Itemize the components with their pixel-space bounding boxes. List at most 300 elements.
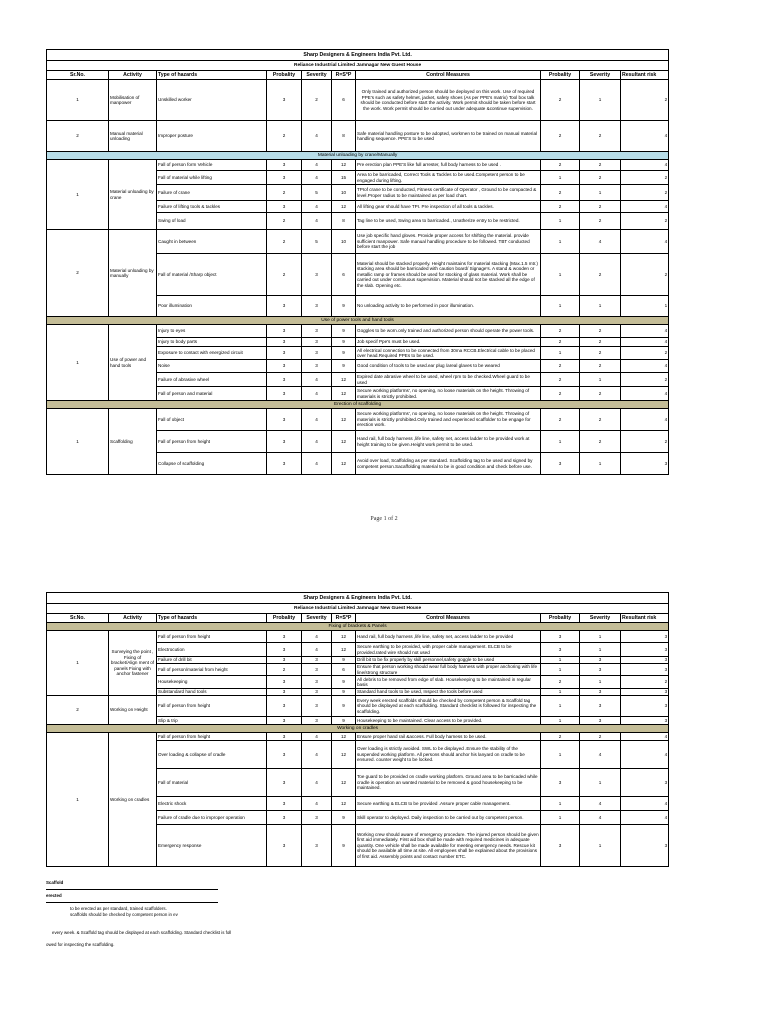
cell-resultant-risk: 3 <box>621 631 669 643</box>
cell-probability-2: 1 <box>541 664 580 676</box>
risk-assessment-sheet-1 <box>46 49 668 475</box>
cell-hazard: Failure of abrasive wheel <box>157 373 267 387</box>
note-line: scaffolds should be checked by competent person in ev <box>70 912 178 917</box>
table-row <box>47 230 669 254</box>
cell-severity-2: 4 <box>580 741 621 769</box>
cell-activity: Material unloading by manually <box>109 230 157 317</box>
cell-severity-2: 1 <box>580 631 621 643</box>
cell-severity-2: 1 <box>580 825 621 867</box>
cell-risk: 9 <box>332 696 356 717</box>
table-row <box>47 80 669 121</box>
cell-activity: Working on cradles <box>109 733 157 867</box>
cell-probability: 3 <box>267 453 302 475</box>
cell-resultant-risk: 4 <box>621 121 669 152</box>
section-row <box>47 725 669 733</box>
cell-severity: 4 <box>302 453 332 475</box>
cell-resultant-risk: 3 <box>621 769 669 797</box>
cell-probability-2: 2 <box>541 676 580 689</box>
cell-probability: 3 <box>267 409 302 431</box>
cell-severity-2: 4 <box>580 811 621 825</box>
cell-severity-2: 3 <box>580 696 621 717</box>
cell-resultant-risk: 4 <box>621 811 669 825</box>
cell-probability: 3 <box>267 741 302 769</box>
cell-severity: 3 <box>302 825 332 867</box>
cell-resultant-risk: 2 <box>621 676 669 689</box>
cell-risk: 12 <box>332 797 356 811</box>
cell-resultant-risk: 3 <box>621 453 669 475</box>
cell-hazard: Fall of material /Sharp object <box>157 254 267 296</box>
cell-severity-2: 1 <box>580 643 621 657</box>
cell-hazard: Fall of person from height <box>157 631 267 643</box>
cell-hazard: Failure of crane <box>157 185 267 201</box>
header-control: Control Measures <box>356 71 541 80</box>
cell-hazard: Slip & trip <box>157 717 267 725</box>
cell-severity: 4 <box>302 373 332 387</box>
cell-control: Area to be barricaded, Correct Tools & Tackles to be used.Competent person to be engaged during lifting. <box>356 171 541 185</box>
cell-severity: 3 <box>302 664 332 676</box>
cell-srno: 2 <box>47 121 109 152</box>
cell-hazard: Fall of person/material from height <box>157 664 267 676</box>
cell-probability: 3 <box>267 387 302 401</box>
cell-risk: 9 <box>332 811 356 825</box>
cell-probability-2: 1 <box>541 811 580 825</box>
cell-hazard: Swing of load <box>157 213 267 230</box>
header-activity: Activity <box>109 71 157 80</box>
cell-severity-2: 2 <box>580 160 621 171</box>
section-row <box>47 401 669 409</box>
cell-resultant-risk: 4 <box>621 325 669 338</box>
cell-hazard: Substandard hand tools <box>157 689 267 696</box>
cell-risk: 9 <box>332 338 356 347</box>
project-title: Reliance Industrial Limited Jamnagar New Guest House <box>47 604 669 614</box>
header-hazard: Type of hazards <box>157 614 267 623</box>
cell-probability: 3 <box>267 717 302 725</box>
cell-probability: 3 <box>267 338 302 347</box>
cell-hazard: Electric shock <box>157 797 267 811</box>
cell-resultant-risk: 4 <box>621 338 669 347</box>
cell-severity: 4 <box>302 213 332 230</box>
cell-probability: 3 <box>267 171 302 185</box>
cell-risk: 6 <box>332 80 356 121</box>
cell-risk: 9 <box>332 657 356 664</box>
cell-severity: 3 <box>302 254 332 296</box>
cell-activity: Scaffolding <box>109 409 157 475</box>
cell-severity: 4 <box>302 797 332 811</box>
section-title: Working on cradles <box>47 725 669 733</box>
cell-control: Goggles to be worn.only trained and authorized person should operate the power tools. <box>356 325 541 338</box>
header-severity: Severity <box>302 614 332 623</box>
cell-probability-2: 2 <box>541 121 580 152</box>
cell-srno: 2 <box>47 230 109 317</box>
cell-control: Skill operator to deployed. Daily inspection to be carried out by competent person. <box>356 811 541 825</box>
cell-risk: 9 <box>332 676 356 689</box>
cell-probability-2: 2 <box>541 360 580 373</box>
header-risk: R=S*P <box>332 614 356 623</box>
header-probability-2: Probality <box>541 614 580 623</box>
cell-risk: 10 <box>332 185 356 201</box>
cell-hazard: Exposure to contact with energized circuit <box>157 347 267 360</box>
cell-hazard: Failure of cradle due to improper operation <box>157 811 267 825</box>
cell-severity-2: 3 <box>580 689 621 696</box>
cell-probability-2: 1 <box>541 171 580 185</box>
cell-risk: 12 <box>332 769 356 797</box>
cell-severity-2: 1 <box>580 80 621 121</box>
cell-resultant-risk: 2 <box>621 254 669 296</box>
cell-probability-2: 2 <box>541 387 580 401</box>
cell-control: Pre erection plan PPE'S like full arrester, full body harness to be used . <box>356 160 541 171</box>
cell-probability-2: 3 <box>541 453 580 475</box>
cell-control: Toe guard to be provided on cradle working platform. Ground area to be barricaded while cradle is operation an wanted material to be removed & good housekeeping to be maintained. <box>356 769 541 797</box>
cell-control: Every week erected scaffolds should be checked by competent person & Scaffold tag should be displayed at each scaffolding. Standard checklist is followed for inspecting the scaffolding. <box>356 696 541 717</box>
cell-severity: 5 <box>302 185 332 201</box>
header-resultant-risk: Resultant risk <box>621 71 669 80</box>
cell-control: Avoid over load, Scaffolding as per standard. Scaffolding tag to be used and signed by competent person.Sacaffolding material to be in good condition and check before use. <box>356 453 541 475</box>
cell-probability: 3 <box>267 80 302 121</box>
cell-risk: 12 <box>332 160 356 171</box>
cell-severity-2: 3 <box>580 664 621 676</box>
cell-risk: 12 <box>332 387 356 401</box>
cell-probability-2: 2 <box>541 160 580 171</box>
cell-control: Over loading is strictly avoided. SWL to be displayed .Ensure the stability of the suspended working platform. All persons should anchor his lanyard on cradle to be ensured. counter weight to be locked. <box>356 741 541 769</box>
cell-severity-2: 1 <box>580 185 621 201</box>
cell-probability-2: 3 <box>541 643 580 657</box>
table-row <box>47 325 669 338</box>
cell-resultant-risk: 3 <box>621 825 669 867</box>
cell-severity: 5 <box>302 230 332 254</box>
cell-severity-2: 1 <box>580 373 621 387</box>
cell-severity: 3 <box>302 360 332 373</box>
cell-resultant-risk: 3 <box>621 717 669 725</box>
cell-resultant-risk: 4 <box>621 797 669 811</box>
cell-resultant-risk: 4 <box>621 201 669 213</box>
cell-control: Use job specific hand gloves. Provide proper access for shifting the material. provide sufficient manpower. Safe manual handling procedure to be followed. TBT conducted before start the job <box>356 230 541 254</box>
section-title: Use of power tools and hand tools <box>47 317 669 325</box>
cell-severity-2: 2 <box>580 201 621 213</box>
cell-hazard: Injury to body parts <box>157 338 267 347</box>
cell-severity: 3 <box>302 657 332 664</box>
header-hazard: Type of hazards <box>157 71 267 80</box>
cell-probability-2: 3 <box>541 631 580 643</box>
cell-hazard: Collapse of scaffolding <box>157 453 267 475</box>
cell-control: Hand rail, full body harness ,life line, safety net, access ladder to be provided work at height training to be given.Height work permit to be used. <box>356 431 541 453</box>
cell-probability: 3 <box>267 733 302 741</box>
cell-probability-2: 1 <box>541 254 580 296</box>
cell-probability-2: 1 <box>541 657 580 664</box>
cell-risk: 9 <box>332 689 356 696</box>
cell-hazard: Fall of object <box>157 409 267 431</box>
cell-severity: 4 <box>302 431 332 453</box>
cell-resultant-risk: 2 <box>621 431 669 453</box>
cell-srno: 2 <box>47 696 109 725</box>
cell-risk: 12 <box>332 373 356 387</box>
cell-probability: 3 <box>267 811 302 825</box>
cell-probability-2: 2 <box>541 80 580 121</box>
cell-severity-2: 3 <box>580 717 621 725</box>
section-row <box>47 623 669 631</box>
cell-srno: 1 <box>47 80 109 121</box>
cell-probability-2: 1 <box>541 797 580 811</box>
cell-severity: 3 <box>302 296 332 317</box>
cell-resultant-risk: 2 <box>621 347 669 360</box>
cell-control: Safe material handling posture to be adopted, workmen to be trained on manual material handling sequence. PPE'S to be used <box>356 121 541 152</box>
cell-control: Standard hand tools to be used, Inspect the tools before used <box>356 689 541 696</box>
cell-severity-2: 2 <box>580 387 621 401</box>
cell-probability: 2 <box>267 664 302 676</box>
cell-severity-2: 2 <box>580 325 621 338</box>
table-row <box>47 631 669 643</box>
cell-control: Hand rail, full body harness ,life line, safety net, access ladder to be provided <box>356 631 541 643</box>
cell-probability-2: 1 <box>541 213 580 230</box>
cell-probability-2: 2 <box>541 185 580 201</box>
cell-hazard: Fall of person from height <box>157 431 267 453</box>
header-probability-2: Probality <box>541 71 580 80</box>
cell-risk: 12 <box>332 741 356 769</box>
cell-resultant-risk: 4 <box>621 160 669 171</box>
section-row <box>47 152 669 160</box>
cell-probability: 3 <box>267 643 302 657</box>
cell-severity-2: 2 <box>580 121 621 152</box>
cell-severity: 4 <box>302 121 332 152</box>
cell-resultant-risk: 2 <box>621 80 669 121</box>
cell-risk: 12 <box>332 733 356 741</box>
table-row <box>47 121 669 152</box>
cell-probability: 3 <box>267 769 302 797</box>
section-title: Erection of scaffolding <box>47 401 669 409</box>
cell-activity: Use of power and hand tools <box>109 325 157 401</box>
cell-severity-2: 2 <box>580 409 621 431</box>
cell-srno: 1 <box>47 160 109 230</box>
cell-resultant-risk: 4 <box>621 360 669 373</box>
cell-hazard: Fall of material <box>157 769 267 797</box>
risk-assessment-sheet-2 <box>46 592 668 867</box>
cell-severity: 4 <box>302 409 332 431</box>
cell-severity: 3 <box>302 338 332 347</box>
cell-severity: 3 <box>302 696 332 717</box>
note-erected: erected <box>46 893 62 898</box>
cell-severity: 4 <box>302 160 332 171</box>
cell-risk: 9 <box>332 296 356 317</box>
cell-severity: 4 <box>302 387 332 401</box>
header-control: Control Measures <box>356 614 541 623</box>
cell-hazard: Improper posture <box>157 121 267 152</box>
cell-probability-2: 1 <box>541 347 580 360</box>
cell-hazard: Electrocution <box>157 643 267 657</box>
cell-probability-2: 1 <box>541 230 580 254</box>
cell-hazard: Injury to eyes <box>157 325 267 338</box>
header-resultant-risk: Resultant risk <box>621 614 669 623</box>
cell-risk: 15 <box>332 171 356 185</box>
table-row <box>47 696 669 717</box>
cell-control: TPIof crane to be conducted, Fitness certificate of Operator , Ground to be compacted & level.Proper radius to be maintained as per load chart. <box>356 185 541 201</box>
cell-activity: Manual material unloading <box>109 121 157 152</box>
cell-severity-2: 2 <box>580 171 621 185</box>
cell-resultant-risk: 2 <box>621 171 669 185</box>
cell-severity-2: 1 <box>580 676 621 689</box>
cell-probability: 3 <box>267 631 302 643</box>
cell-hazard: Fall of person from height <box>157 733 267 741</box>
cell-probability: 3 <box>267 689 302 696</box>
cell-control: Only trained and authorized person should be deployed on this work. Use of required PPE's such as safety helmet, jacket, safety shoes (As per PPE's matrix) Tool box talk should be conducted before start the activity. Work permit should be taken before start the work. Work permit should be carried out under adequate &continue supervision. <box>356 80 541 121</box>
cell-control: All lifting gear should have TPI. Pre inspection of all tools & tackles. <box>356 201 541 213</box>
cell-resultant-risk: 1 <box>621 296 669 317</box>
cell-probability-2: 2 <box>541 338 580 347</box>
cell-risk: 9 <box>332 717 356 725</box>
cell-resultant-risk: 3 <box>621 643 669 657</box>
page-number: Page 1 of 2 <box>370 516 398 522</box>
header-srno: Sr.No. <box>47 614 109 623</box>
cell-hazard: Caught in between <box>157 230 267 254</box>
cell-probability-2: 1 <box>541 696 580 717</box>
cell-activity: Working on Height <box>109 696 157 725</box>
header-probability: Probality <box>267 71 302 80</box>
cell-severity-2: 2 <box>580 213 621 230</box>
cell-severity-2: 4 <box>580 230 621 254</box>
cell-probability: 3 <box>267 201 302 213</box>
column-header-row <box>47 71 669 80</box>
cell-control: Drill bit to be fix properly by skill personnel,safety goggle to be used <box>356 657 541 664</box>
cell-severity-2: 4 <box>580 797 621 811</box>
cell-srno: 1 <box>47 409 109 475</box>
cell-hazard: Emergency response <box>157 825 267 867</box>
cell-probability-2: 2 <box>541 201 580 213</box>
cell-resultant-risk: 2 <box>621 373 669 387</box>
cell-control: Secure earthing to be provided, with proper cable management. ELCB to be provided.rated wire should not used <box>356 643 541 657</box>
cell-resultant-risk: 2 <box>621 185 669 201</box>
cell-probability: 3 <box>267 676 302 689</box>
cell-severity: 3 <box>302 717 332 725</box>
cell-severity-2: 2 <box>580 347 621 360</box>
cell-srno: 1 <box>47 733 109 867</box>
cell-probability: 3 <box>267 431 302 453</box>
cell-probability-2: 1 <box>541 741 580 769</box>
cell-risk: 12 <box>332 201 356 213</box>
cell-severity: 4 <box>302 741 332 769</box>
cell-probability-2: 1 <box>541 689 580 696</box>
cell-risk: 12 <box>332 453 356 475</box>
cell-control: Material should be stacked properly. Height maintains for material stacking (Max.1.5 mtr.) stacking area should be barricaded with caution board/ Signage's. A stand & wooden or metallic ramp or frames should be used for stocking of glass material. Work shall be carried out under continuous supervision. Material should not be stacked all the edge of the slab. Opening etc. <box>356 254 541 296</box>
cell-hazard: Failure of lifting tools & tackles <box>157 201 267 213</box>
cell-hazard: Over loading & collapse of cradle <box>157 741 267 769</box>
header-severity: Severity <box>302 71 332 80</box>
cell-control: All electrical connection to be connected from 30ma RCCB.Electrical cable to be placed over head.Required PPEs to be used. <box>356 347 541 360</box>
cell-activity: Material unloading by crane <box>109 160 157 230</box>
cell-hazard: Noise <box>157 360 267 373</box>
cell-severity: 3 <box>302 811 332 825</box>
cell-risk: 6 <box>332 254 356 296</box>
note-divider <box>46 902 218 903</box>
cell-resultant-risk: 4 <box>621 387 669 401</box>
cell-severity-2: 1 <box>580 769 621 797</box>
header-srno: Sr.No. <box>47 71 109 80</box>
cell-severity-2: 1 <box>580 453 621 475</box>
cell-hazard: Unskilled worker <box>157 80 267 121</box>
cell-severity-2: 2 <box>580 338 621 347</box>
header-activity: Activity <box>109 614 157 623</box>
cell-probability: 2 <box>267 185 302 201</box>
cell-hazard: Fall of person and material <box>157 387 267 401</box>
cell-risk: 6 <box>332 664 356 676</box>
section-title: Material unloading by crane/Manually <box>47 152 669 160</box>
note-scaffold: Scaffold <box>46 880 64 885</box>
cell-severity: 3 <box>302 676 332 689</box>
cell-severity-2: 3 <box>580 657 621 664</box>
cell-resultant-risk: 4 <box>621 741 669 769</box>
cell-probability-2: 3 <box>541 825 580 867</box>
header-probability: Probality <box>267 614 302 623</box>
cell-probability: 2 <box>267 121 302 152</box>
cell-severity: 4 <box>302 643 332 657</box>
cell-hazard: Failure of drill bit <box>157 657 267 664</box>
cell-risk: 12 <box>332 631 356 643</box>
cell-hazard: Fall of person form Vehicle <box>157 160 267 171</box>
section-title: Fixing of brackets & Panels <box>47 623 669 631</box>
cell-control: Secure earthing & ELCB to be provided .Assure proper cable management. <box>356 797 541 811</box>
cell-probability: 2 <box>267 213 302 230</box>
cell-probability: 3 <box>267 296 302 317</box>
cell-resultant-risk: 3 <box>621 664 669 676</box>
cell-probability: 2 <box>267 230 302 254</box>
cell-probability-2: 2 <box>541 325 580 338</box>
cell-probability-2: 1 <box>541 431 580 453</box>
cell-resultant-risk: 4 <box>621 409 669 431</box>
cell-srno: 1 <box>47 325 109 401</box>
cell-control: All debris to be removed from edge of slab. Housekeeping to be maintained in regular basis <box>356 676 541 689</box>
cell-probability: 3 <box>267 373 302 387</box>
cell-hazard: Housekeeping <box>157 676 267 689</box>
cell-control: No unloading activity to be performed in poor illumination. <box>356 296 541 317</box>
cell-probability: 3 <box>267 325 302 338</box>
cell-resultant-risk: 3 <box>621 696 669 717</box>
cell-severity-2: 2 <box>580 431 621 453</box>
table-row <box>47 409 669 431</box>
cell-resultant-risk: 3 <box>621 657 669 664</box>
risk-table-page-2 <box>46 592 669 867</box>
cell-severity: 4 <box>302 201 332 213</box>
cell-control: Housekeeping to be maintained. Clear access to be provided. <box>356 717 541 725</box>
cell-risk: 9 <box>332 347 356 360</box>
risk-table-page-1 <box>46 49 669 475</box>
cell-risk: 9 <box>332 325 356 338</box>
cell-probability: 3 <box>267 825 302 867</box>
table-row <box>47 733 669 741</box>
cell-severity: 4 <box>302 769 332 797</box>
cell-severity: 4 <box>302 171 332 185</box>
cell-risk: 12 <box>332 431 356 453</box>
cell-control: Ensure that person working should wear full body harness with proper anchoring with life line/strong structure <box>356 664 541 676</box>
cell-control: Job specif Ppe's must be used. <box>356 338 541 347</box>
cell-risk: 12 <box>332 409 356 431</box>
cell-severity-2: 2 <box>580 733 621 741</box>
cell-resultant-risk: 4 <box>621 230 669 254</box>
cell-hazard: Fall of person from height <box>157 696 267 717</box>
cell-severity: 3 <box>302 689 332 696</box>
section-row <box>47 317 669 325</box>
cell-risk: 8 <box>332 121 356 152</box>
cell-probability-2: 2 <box>541 373 580 387</box>
cell-control: Secure working platforms', no opening, no loose materials on the height. Throwing of materials is strictly prohibited.Only trained and experinced scaffolder to be engage for erection work. <box>356 409 541 431</box>
cell-probability: 3 <box>267 360 302 373</box>
cell-probability-2: 1 <box>541 717 580 725</box>
cell-hazard: Fall of material while lifting <box>157 171 267 185</box>
cell-control: Secure working platforms', no opening, no loose materials on the height. Throwing of materials is strictly prohibited. <box>356 387 541 401</box>
table-row <box>47 160 669 171</box>
cell-probability: 3 <box>267 347 302 360</box>
cell-severity: 3 <box>302 347 332 360</box>
cell-severity-2: 2 <box>580 254 621 296</box>
cell-control: Working crew should aware of emergency procedure. The injured person should be given first aid immediately. First aid box shall be made with required medicines in adequate quantity. One vehicle shall be made available for meeting emergency needs. Rescue kit should be available all time at site. All employees shall be explained about the provisions of first aid. Assembly points and contact number ETC. <box>356 825 541 867</box>
header-risk: R=S*P <box>332 71 356 80</box>
cell-resultant-risk: 4 <box>621 733 669 741</box>
